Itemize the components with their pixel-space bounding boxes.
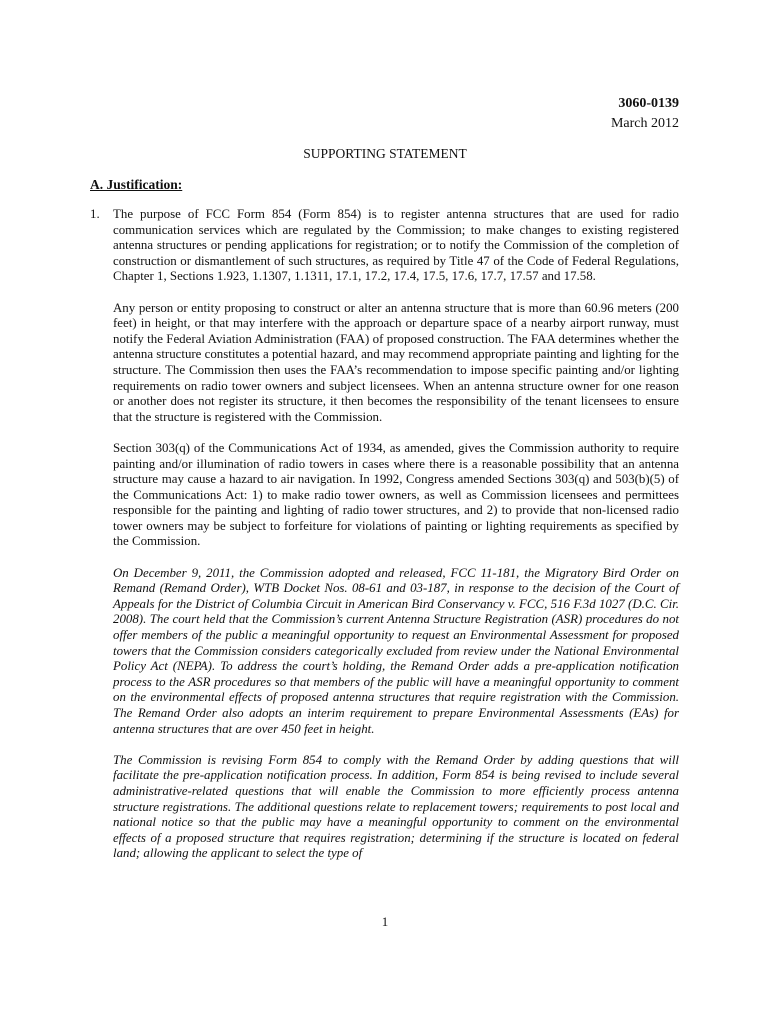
paragraph-remand-order: On December 9, 2011, the Commission adopted and released, FCC 11-181, the Migratory Bird Order on Remand (Remand Order), WTB Docket Nos. 08-61 and 03-187, in response to the decision of the Court of Appeals for the District of Columbia Circuit in American Bird Conservancy v. FCC, 516 F.3d 1027 (D.C. Cir. 2008). The court held that the Commission’s current Antenna Structure Registration (ASR) procedures do not offer members of the public a meaningful opportunity to request an Environmental Assessment for proposed towers that the Commission considers categorically excluded from review under the National Environmental Policy Act (NEPA). To address the court’s holding, the Remand Order adds a pre-application notification process to the ASR procedures so that members of the public will have a meaningful opportunity to comment on the environmental effects of proposed antenna structures that require registration with the Commission. The Remand Order also adopts an interim requirement to prepare Environmental Assessments (EAs) for antenna structures that are over 450 feet in height.	[113, 565, 679, 736]
paragraph-form-purpose: The purpose of FCC Form 854 (Form 854) is to register antenna structures that are used for radio communication services which are regulated by the Commission; to make changes to existing registered antenna structures or pending applications for registration; or to notify the Commission of the completion of construction or dismantlement of such structures, as required by Title 47 of the Code of Federal Regulations, Chapter 1, Sections 1.923, 1.1307, 1.1311, 17.1, 17.2, 17.4, 17.5, 17.6, 17.7, 17.57 and 17.58.	[113, 207, 679, 284]
omb-control-number: 3060-0139	[618, 96, 679, 111]
paragraph-form-revision: The Commission is revising Form 854 to comply with the Remand Order by adding questions that will facilitate the pre-application notification process. In addition, Form 854 is being revised to include several administrative-related questions that will enable the Commission to more efficiently process antenna structure registrations. The additional questions relate to replacement towers; requirements to post local and national notice so that the public may have a meaningful opportunity to comment on the environmental effects of a proposed structure that requires registration; determining if the structure is located on federal land; allowing the applicant to select the type of	[113, 752, 679, 861]
document-title: SUPPORTING STATEMENT	[303, 146, 467, 161]
paragraph-section-303q: Section 303(q) of the Communications Act of 1934, as amended, gives the Commission authority to require painting and/or illumination of radio towers in cases where there is a reasonable possibility that an antenna structure may cause a hazard to air navigation. In 1992, Congress amended Sections 303(q) and 503(b)(5) of the Communications Act: 1) to make radio tower owners, as well as Commission licensees and permittees responsible for the painting and lighting of radio tower structures, and 2) to provide that non-licensed radio tower owners may be subject to forfeiture for violations of painting or lighting requirements as specified by the Commission.	[113, 440, 679, 549]
section-heading-justification: A. Justification:	[90, 177, 183, 192]
list-item-1	[90, 207, 679, 862]
list-item-content	[113, 207, 679, 862]
page-number: 1	[381, 915, 389, 929]
paragraph-faa-notification: Any person or entity proposing to construct or alter an antenna structure that is more than 60.96 meters (200 feet) in height, or that may interfere with the approach or departure space of a nearby airport runway, must notify the Federal Aviation Administration (FAA) of proposed construction. The FAA determines whether the antenna structure constitutes a potential hazard, and may recommend appropriate painting and lighting for the structure. The Commission then uses the FAA’s recommendation to impose specific painting and/or lighting requirements on radio tower owners and subject licensees. When an antenna structure owner for one reason or another does not register its structure, it then becomes the responsibility of the tenant licensees to ensure that the structure is registered with the Commission.	[113, 300, 679, 424]
document-date: March 2012	[610, 116, 679, 131]
list-item-number: 1.	[90, 207, 100, 221]
document-header	[611, 94, 679, 134]
document-body	[90, 207, 679, 862]
